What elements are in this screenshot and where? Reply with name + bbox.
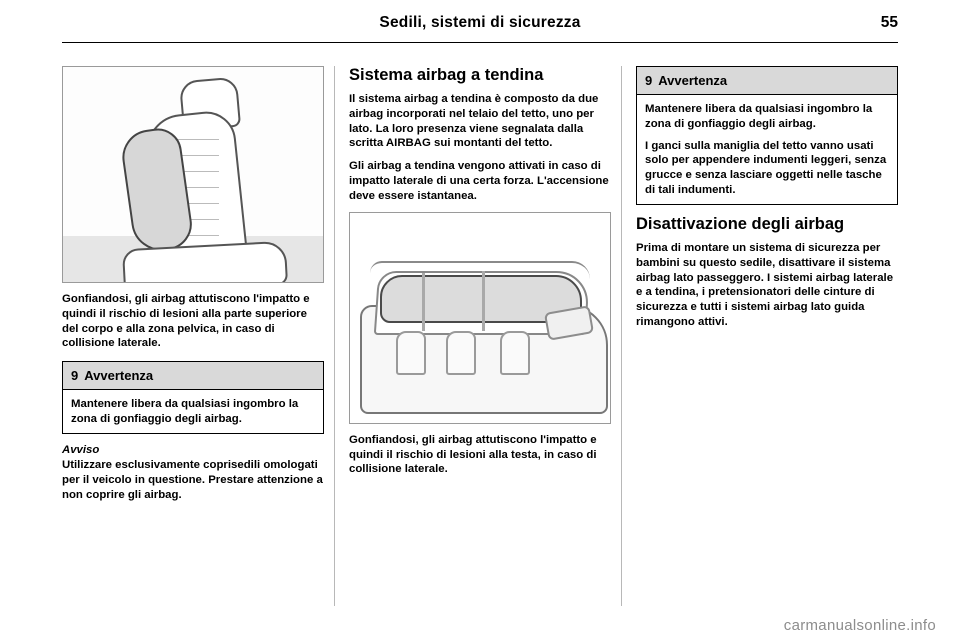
page-title: Sedili, sistemi di sicurezza — [379, 14, 581, 31]
section-title-airbag-deactivation: Disattivazione degli airbag — [636, 214, 845, 233]
interior-seat-rear — [396, 331, 426, 375]
header-divider — [62, 42, 898, 43]
page-header — [62, 14, 898, 44]
note-title: Avviso — [62, 443, 100, 456]
warning-paragraph-two: I ganci sulla maniglia del tetto vanno usati solo per appendere indumenti leggeri, senza grucce e senza lasciare oggetti nelle tasche di tali indumenti. — [645, 139, 887, 197]
curtain-airbag-figure — [349, 212, 611, 424]
warning-triangle-icon: 9 — [71, 368, 79, 384]
paragraph-curtain-description: Il sistema airbag a tendina è composto da due airbag incorporati nel telaio del tetto, uno per lato. La loro presenza viene segnalata dalla scritta AIRBAG sui montanti del tetto. — [349, 92, 599, 150]
note-text: Utilizzare esclusivamente coprisedili omologati per il veicolo in questione. Prestare attenzione a non coprire gli airbag. — [62, 458, 323, 501]
page-number: 55 — [880, 14, 898, 31]
interior-seat-front — [500, 331, 530, 375]
section-title-curtain-airbag: Sistema airbag a tendina — [349, 66, 544, 84]
paragraph-side-airbag-function: Gonfiandosi, gli airbag attutiscono l'impatto e quindi il rischio di lesioni alla parte superiore del corpo e alla zona pelvica, in caso di collisione laterale. — [62, 293, 310, 350]
warning-title: Avvertenza — [84, 368, 154, 384]
warning-triangle-icon: 9 — [645, 73, 653, 88]
column-one — [62, 66, 324, 510]
warning-body — [637, 95, 897, 204]
column-divider-2 — [621, 66, 622, 606]
roof-pillar-b — [422, 273, 425, 331]
warning-header — [637, 67, 897, 95]
warning-body — [63, 390, 323, 433]
interior-seat-middle — [446, 331, 476, 375]
column-two — [349, 66, 611, 485]
paragraph-curtain-activation: Gli airbag a tendina vengono attivati in caso di impatto laterale di una certa forza. L'accensione deve essere istantanea. — [349, 160, 609, 202]
seat-side-airbag-figure — [62, 66, 324, 283]
warning-title: Avvertenza — [658, 73, 728, 88]
seat-cushion-shape — [122, 241, 288, 283]
warning-paragraph-one: Mantenere libera da qualsiasi ingombro la zona di gonfiaggio degli airbag. — [645, 103, 873, 130]
roof-pillar-c — [482, 271, 485, 331]
warning-box-column-three — [636, 66, 898, 205]
paragraph-curtain-function: Gonfiandosi, gli airbag attutiscono l'impatto e quindi il rischio di lesioni alla testa, in caso di collisione laterale. — [349, 433, 597, 476]
column-divider-1 — [334, 66, 335, 606]
warning-paragraph: Mantenere libera da qualsiasi ingombro la zona di gonfiaggio degli airbag. — [71, 398, 299, 426]
warning-box-column-one — [62, 361, 324, 434]
warning-header — [63, 362, 323, 390]
column-three — [636, 66, 898, 338]
paragraph-deactivation: Prima di montare un sistema di sicurezza per bambini su questo sedile, disattivare il sistema airbag lato passeggero. I sistemi airbag laterale e a tendina, i pretensionatori delle cinture di sicurezza e tutti i sistemi airbag lato guida rimangono attivi. — [636, 241, 894, 329]
footer-watermark: carmanualsonline.info — [783, 617, 936, 634]
